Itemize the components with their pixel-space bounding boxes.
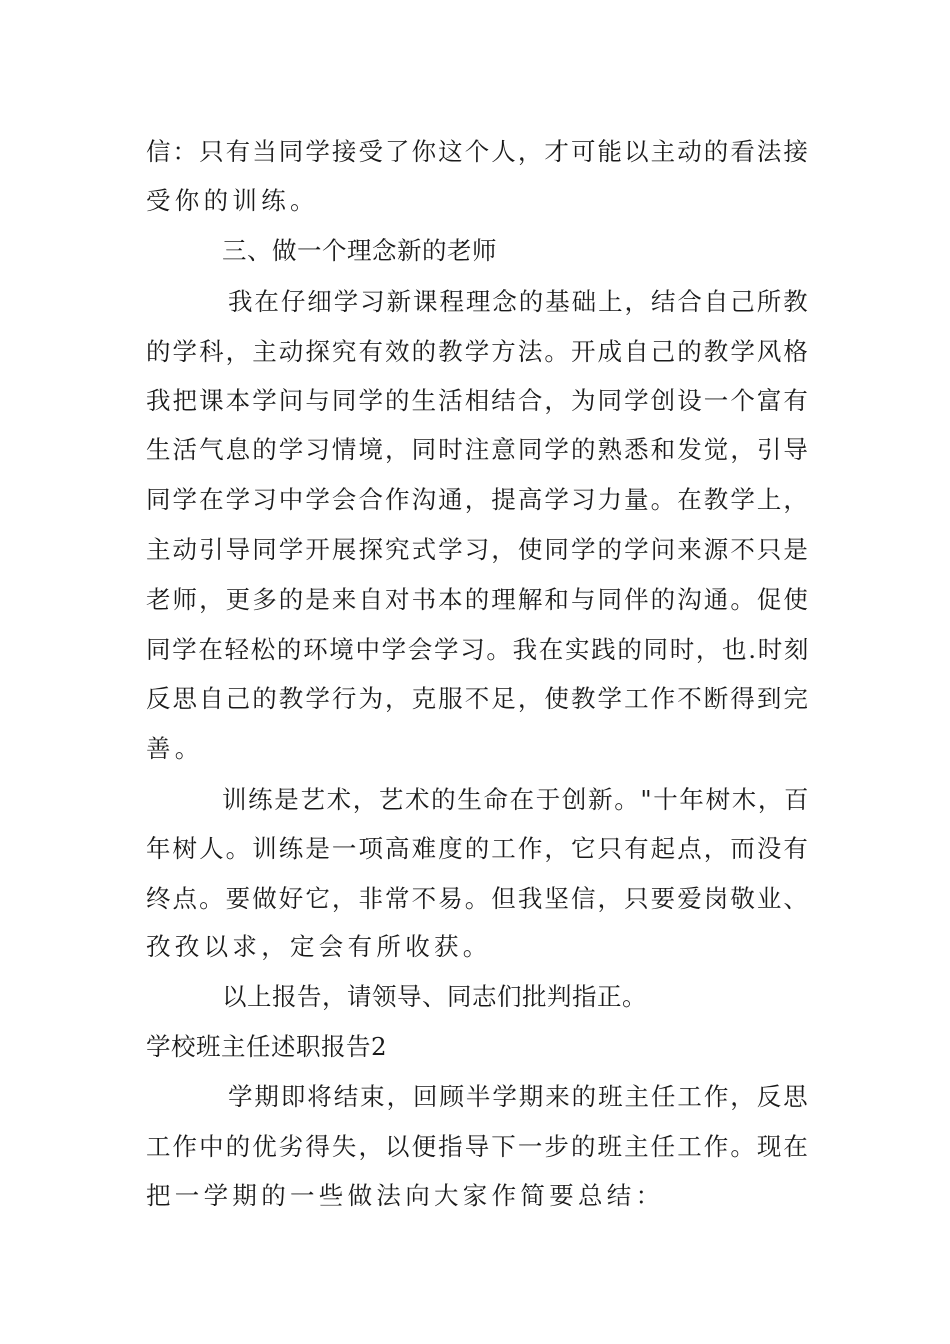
report-title: 学校班主任述职报告2 bbox=[146, 1032, 388, 1061]
closing-line: 以上报告，请领导、同志们批判指正。 bbox=[222, 982, 647, 1011]
body-text-line: 的学科，主动探究有效的教学方法。开成自己的教学风格 bbox=[146, 337, 810, 366]
body-text-line: 生活气息的学习情境，同时注意同学的熟悉和发觉，引导 bbox=[146, 435, 810, 464]
body-text-line: 同学在学习中学会合作沟通，提高学习力量。在教学上， bbox=[146, 485, 810, 514]
body-text-line: 把一学期的一些做法向大家作简要总结： bbox=[146, 1181, 665, 1210]
body-text-line: 信：只有当同学接受了你这个人，才可能以主动的看法接 bbox=[146, 137, 810, 166]
body-text-line: 工作中的优劣得失，以便指导下一步的班主任工作。现在 bbox=[146, 1132, 810, 1161]
paragraph-first-line: 学期即将结束，回顾半学期来的班主任工作，反思 bbox=[228, 1082, 810, 1111]
body-text-line: 善。 bbox=[146, 734, 204, 763]
body-text-line: 孜孜以求，定会有所收获。 bbox=[146, 932, 492, 961]
body-text-line: 受你的训练。 bbox=[146, 186, 319, 215]
body-text-line: 年树人。训练是一项高难度的工作，它只有起点，而没有 bbox=[146, 834, 810, 863]
body-text-line: 同学在轻松的环境中学会学习。我在实践的同时，也.时刻 bbox=[146, 635, 811, 664]
paragraph-first-line: 训练是艺术，艺术的生命在于创新。"十年树木，百 bbox=[222, 785, 811, 814]
paragraph-first-line: 我在仔细学习新课程理念的基础上，结合自己所教 bbox=[228, 287, 810, 316]
body-text-line: 主动引导同学开展探究式学习，使同学的学问来源不只是 bbox=[146, 535, 810, 564]
body-text-line: 反思自己的教学行为，克服不足，使教学工作不断得到完 bbox=[146, 684, 810, 713]
body-text-line: 老师，更多的是来自对书本的理解和与同伴的沟通。促使 bbox=[146, 585, 810, 614]
body-text-line: 终点。要做好它，非常不易。但我坚信，只要爱岗敬业、 bbox=[146, 884, 810, 913]
section-heading: 三、做一个理念新的老师 bbox=[222, 236, 497, 265]
body-text-line: 我把课本学问与同学的生活相结合，为同学创设一个富有 bbox=[146, 386, 810, 415]
